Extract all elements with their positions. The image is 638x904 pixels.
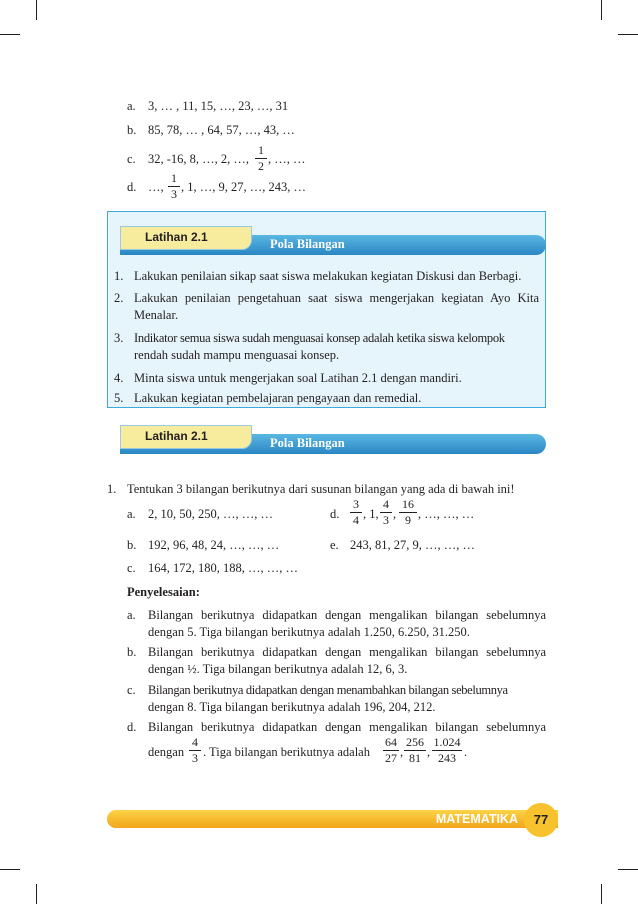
fraction-denominator: 81 (409, 751, 421, 765)
list-item-text: , 1, …, 9, 27, …, 243, … (181, 180, 306, 194)
fraction-denominator: 243 (438, 751, 456, 765)
option-letter: d. (330, 507, 340, 521)
fraction-numerator: 1.024 (433, 735, 461, 749)
guide-item-text: Indikator semua siswa sudah menguasai konsep adalah ketika siswa kelompok (134, 331, 505, 345)
solution-text: Bilangan berikutnya didapatkan dengan mengalikan bilangan sebelumnya (148, 608, 546, 622)
section-title: Pola Bilangan (270, 436, 345, 450)
fraction (255, 144, 267, 173)
solution-text: . Tiga bilangan berikutnya adalah (203, 745, 370, 759)
list-item-text: 32, -16, 8, …, 2, …, (148, 152, 250, 166)
solution-text: Bilangan berikutnya didapatkan dengan menambahkan bilangan sebelumnya (148, 683, 508, 697)
solution-text: dengan 5. Tiga bilangan berikutnya adalah 1.250, 6.250, 31.250. (148, 625, 470, 639)
option-text: , …, …, … (418, 507, 475, 521)
page-number: 77 (524, 803, 558, 837)
footer-bar (107, 810, 558, 828)
option-letter: e. (330, 538, 339, 552)
guide-item-text: Lakukan penilaian pengetahuan saat siswa mengerjakan kegiatan Ayo Kita (134, 291, 539, 305)
solution-text: , (427, 745, 431, 759)
fraction-numerator: 256 (406, 735, 424, 749)
crop-mark (601, 884, 602, 904)
solution-letter: c. (127, 683, 136, 697)
crop-mark (601, 0, 602, 20)
exercise-tab (120, 226, 252, 250)
fraction-numerator: 64 (385, 735, 397, 749)
fraction-denominator: 27 (385, 751, 397, 765)
fraction-numerator: 4 (383, 497, 389, 511)
fraction-denominator: 2 (258, 159, 264, 173)
list-item-text: , …, … (268, 152, 306, 166)
fraction-numerator: 4 (192, 735, 198, 749)
list-item-text: 85, 78, … , 64, 57, …, 43, … (148, 123, 295, 137)
crop-mark (36, 0, 37, 20)
crop-mark (36, 884, 37, 904)
guide-item-text: Menalar. (134, 308, 179, 322)
crop-mark (0, 34, 20, 35)
solution-text: Bilangan berikutnya didapatkan dengan mengalikan bilangan sebelumnya (148, 645, 546, 659)
fraction-numerator: 16 (402, 497, 414, 511)
guide-item-text: Minta siswa untuk mengerjakan soal Latihan 2.1 dengan mandiri. (134, 371, 462, 385)
solution-letter: a. (127, 608, 136, 622)
solution-text: Bilangan berikutnya didapatkan dengan mengalikan bilangan sebelumnya (148, 720, 546, 734)
footer-subject: MATEMATIKA (435, 812, 518, 826)
question-number: 1. (107, 482, 117, 496)
solution-text: . (464, 745, 468, 759)
guide-item-number: 1. (114, 269, 124, 283)
list-item-letter: b. (127, 123, 137, 137)
question-text: Tentukan 3 bilangan berikutnya dari susunan bilangan yang ada di bawah ini! (127, 482, 515, 496)
guide-item-number: 4. (114, 371, 124, 385)
fraction (380, 498, 392, 527)
list-item-text: …, (148, 180, 164, 194)
section-title: Pola Bilangan (270, 237, 345, 251)
fraction-numerator: 3 (353, 497, 359, 511)
fraction-denominator: 3 (383, 513, 389, 527)
list-item-letter: a. (127, 99, 136, 113)
crop-mark (618, 34, 638, 35)
fraction-numerator: 1 (258, 143, 264, 157)
guide-item-text: rendah sudah mampu menguasai konsep. (134, 348, 340, 362)
fraction (399, 498, 417, 527)
option-text: , (393, 507, 397, 521)
option-text: 243, 81, 27, 9, …, …, … (350, 538, 475, 552)
fraction-denominator: 3 (171, 187, 177, 201)
guide-item-number: 3. (114, 331, 124, 345)
solution-heading: Penyelesaian: (127, 585, 200, 599)
fraction-denominator: 3 (192, 751, 198, 765)
exercise-tab (120, 425, 252, 449)
solution-text: dengan 8. Tiga bilangan berikutnya adalah 196, 204, 212. (148, 700, 436, 714)
crop-mark (0, 869, 20, 870)
fraction-denominator: 4 (353, 513, 359, 527)
option-text: 192, 96, 48, 24, …, …, … (148, 538, 280, 552)
solution-text: dengan ½. Tiga bilangan berikutnya adalah 12, 6, 3. (148, 662, 408, 676)
fraction-numerator: 1 (171, 171, 177, 185)
solution-letter: b. (127, 645, 137, 659)
exercise-tab-label: Latihan 2.1 (145, 230, 208, 244)
option-letter: a. (127, 507, 136, 521)
crop-mark (618, 869, 638, 870)
fraction (350, 498, 362, 527)
fraction (383, 736, 399, 765)
list-item-letter: d. (127, 180, 137, 194)
solution-text: , (400, 745, 404, 759)
solution-text: dengan (148, 745, 185, 759)
guide-item-number: 2. (114, 291, 124, 305)
fraction-denominator: 9 (405, 513, 411, 527)
option-text: 2, 10, 50, 250, …, …, … (148, 507, 273, 521)
fraction (189, 736, 201, 765)
fraction (432, 736, 462, 765)
option-text: 164, 172, 180, 188, …, …, … (148, 561, 298, 575)
option-letter: c. (127, 561, 136, 575)
fraction (168, 172, 180, 201)
guide-item-text: Lakukan kegiatan pembelajaran pengayaan dan remedial. (134, 391, 422, 405)
fraction (404, 736, 426, 765)
list-item-text: 3, … , 11, 15, …, 23, …, 31 (148, 99, 289, 113)
exercise-tab-label: Latihan 2.1 (145, 429, 208, 443)
option-letter: b. (127, 538, 137, 552)
list-item-letter: c. (127, 152, 136, 166)
guide-item-number: 5. (114, 391, 124, 405)
solution-letter: d. (127, 720, 137, 734)
guide-item-text: Lakukan penilaian sikap saat siswa melakukan kegiatan Diskusi dan Berbagi. (134, 269, 522, 283)
option-text: , 1, (363, 507, 379, 521)
